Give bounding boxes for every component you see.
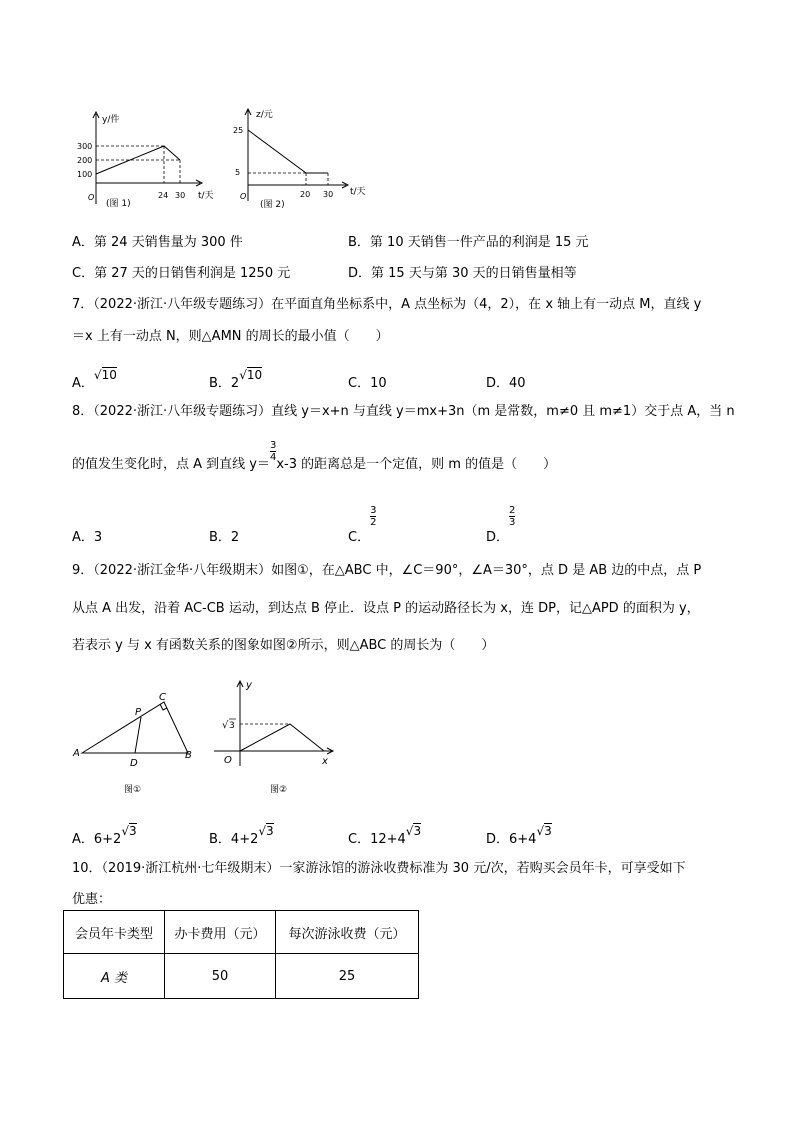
membership-fee-table <box>63 910 419 999</box>
fig3-label-a: A <box>73 748 80 759</box>
q7-option-a: A．√10 <box>72 368 117 391</box>
table-header: 会员年卡类型 <box>64 911 165 954</box>
q8-stem-line1: 8．（2022·浙江·八年级专题练习）直线 y＝x+n 与直线 y＝mx+3n（m 是常数，m≠0 且 m≠1）交于点 A，当 n <box>72 404 735 419</box>
fig2-x-label: t/天 <box>350 187 366 197</box>
fig1-tick-24: 24 <box>158 191 169 200</box>
fig3-label-c: C <box>159 692 166 703</box>
q7-stem-line1: 7．（2022·浙江·八年级专题练习）在平面直角坐标系中，A 点坐标为（4，2），在 x 轴上有一动点 M，直线 y <box>72 297 702 312</box>
fig3-label-d: D <box>130 758 138 769</box>
fig2-tick-30: 30 <box>323 190 334 199</box>
fig4-sqrt-sign: √ <box>222 720 229 731</box>
table-cell: 50 <box>165 954 276 999</box>
q8-stem-line2: 的值发生变化时，点 A 到直线 $y=\frac{3}{4}$ x-3 的距离总是一个定值，则 m 的值是（ ） <box>72 440 557 472</box>
fig4-y-label: y <box>246 680 252 691</box>
fig1-tick-200: 200 <box>77 156 93 165</box>
sales-volume-graph <box>62 108 222 216</box>
q9-option-d: D．6+4√3 <box>486 824 552 847</box>
q7-option-d: D．40 <box>486 376 526 391</box>
q10-stem-line2: 优惠： <box>72 892 112 907</box>
fig1-tick-30: 30 <box>175 191 186 200</box>
fig2-y-label: z/元 <box>256 110 273 120</box>
q9-stem-line3: 若表示 y 与 x 有函数关系的图象如图②所示，则△ABC 的周长为（ ） <box>72 638 495 653</box>
table-cell: A 类 <box>64 954 165 999</box>
fig1-x-label: t/天 <box>198 191 214 201</box>
fig2-caption: (图 2) <box>260 200 285 210</box>
fig1-y-label: y/件 <box>102 115 120 125</box>
table-header: 办卡费用（元） <box>165 911 276 954</box>
fig1-tick-100: 100 <box>77 170 93 179</box>
fig2-tick-5: 5 <box>235 168 241 177</box>
q10-stem-line1: 10．（2019·浙江杭州·七年级期末）一家游泳馆的游泳收费标准为 30 元/次，若购买会员年卡，可享受如下 <box>72 861 686 876</box>
fig2-origin: O <box>240 192 247 201</box>
area-function-graph <box>206 676 336 798</box>
table-header: 每次游泳收费（元） <box>276 911 419 954</box>
q6-option-b: B．第 10 天销售一件产品的利润是 15 元 <box>348 235 589 250</box>
q7-option-c: C．10 <box>348 376 387 391</box>
fig4-x-label: x <box>322 756 328 767</box>
q8-option-a: A．3 <box>72 530 103 545</box>
fig3-label-p: P <box>135 707 142 718</box>
fig2-tick-25: 25 <box>233 126 244 135</box>
fig2-tick-20: 20 <box>300 190 311 199</box>
fig1-tick-300: 300 <box>77 142 93 151</box>
table-row <box>64 954 419 999</box>
table-cell: 25 <box>276 954 419 999</box>
q6-option-a: A．第 24 天销售量为 300 件 <box>72 235 243 250</box>
q9-stem-line2: 从点 A 出发，沿着 AC-CB 运动，到达点 B 停止．设点 P 的运动路径长为 x，连 DP，记△APD 的面积为 y， <box>72 601 700 616</box>
q7-stem-line2: ＝x 上有一动点 N，则△AMN 的周长的最小值（ ） <box>72 329 389 344</box>
q9-option-c: C．12+4√3 <box>348 824 422 847</box>
profit-graph <box>228 103 378 215</box>
fig3-label-b: B <box>185 750 192 761</box>
fig1-origin: O <box>88 193 95 202</box>
q6-option-c: C．第 27 天的日销售利润是 1250 元 <box>72 266 291 281</box>
fig3-caption: 图① <box>124 785 142 795</box>
fig4-sqrt-value: 3 <box>229 721 235 731</box>
q6-option-d: D．第 15 天与第 30 天的日销售量相等 <box>348 266 577 281</box>
q9-option-a: A．6+2√3 <box>72 824 137 847</box>
q9-stem-line1: 9．（2022·浙江金华·八年级期末）如图①，在△ABC 中，∠C＝90°，∠A＝30°，点 D 是 AB 边的中点，点 P <box>72 563 702 578</box>
triangle-figure <box>68 690 204 800</box>
q8-option-d: D．$\frac{2}{3}$ <box>486 505 516 545</box>
fig1-caption: (图 1) <box>106 199 131 209</box>
q8-option-c: C．$\frac{3}{2}$ <box>348 505 377 545</box>
q9-option-b: B．4+2√3 <box>209 824 274 847</box>
q7-option-b: B．2√10 <box>209 368 263 391</box>
table-header-row <box>64 911 419 954</box>
fig4-caption: 图② <box>270 785 288 795</box>
q8-option-b: B．2 <box>209 530 240 545</box>
fig4-origin: O <box>224 755 232 766</box>
